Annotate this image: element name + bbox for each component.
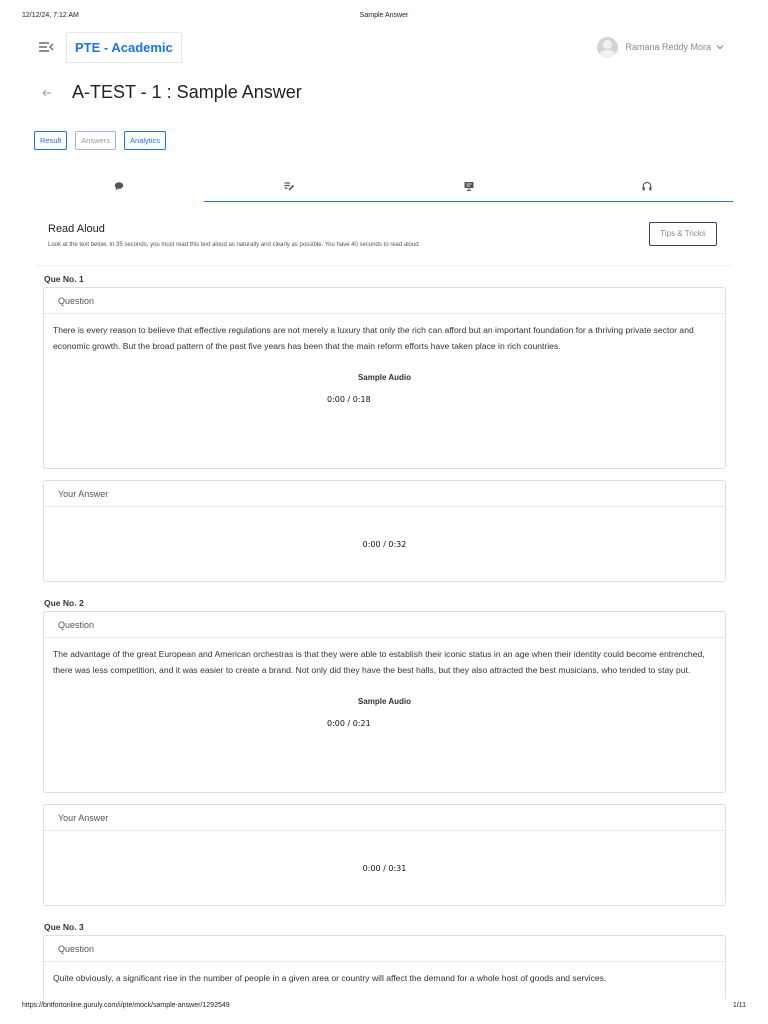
user-name: Ramana Reddy Mora	[625, 42, 711, 52]
speech-bubble-icon	[114, 181, 124, 191]
question-card	[43, 611, 726, 793]
user-menu[interactable]	[597, 36, 724, 58]
top-bar	[0, 30, 768, 64]
sample-audio-label: Sample Audio	[357, 697, 412, 706]
question-header: Question	[44, 612, 725, 638]
section-tabs	[34, 174, 733, 203]
avatar	[597, 37, 618, 58]
back-arrow-icon[interactable]	[42, 88, 52, 98]
print-footer	[22, 1002, 746, 1012]
answer-audio-player[interactable]: 0:00 / 0:32	[362, 540, 407, 549]
question-text: Quite obviously, a significant rise in the number of people in a given area or country will affect the demand for a whole host of goods and services.	[53, 973, 607, 983]
question-text: The advantage of the great European and American orchestras is that they were able to establish their iconic status in an age when their identity could become entrenched, there was less competition, and it was easier to create a brand. Not only did they have the best halls, but they also attracted the best musicians, who tended to stay put.	[53, 649, 705, 675]
answer-card	[43, 480, 726, 582]
sample-audio-player[interactable]: 0:00 / 0:21	[327, 719, 371, 728]
print-page-number: 1/11	[732, 1002, 746, 1009]
tab-listening[interactable]	[562, 174, 732, 203]
answer-audio-player[interactable]: 0:00 / 0:31	[362, 864, 407, 873]
sample-audio-label: Sample Audio	[357, 373, 412, 382]
answer-card	[43, 804, 726, 906]
active-tab-indicator	[204, 201, 733, 202]
question-card	[43, 935, 726, 999]
result-button[interactable]: Result	[34, 131, 67, 150]
edit-list-icon	[284, 181, 294, 191]
sample-audio-player[interactable]: 0:00 / 0:18	[327, 395, 371, 404]
section-description: Look at the text below. In 35 seconds, you must read this text aloud as naturally and clearly as possible. You have 40 seconds to read aloud.	[48, 242, 421, 248]
section-header	[36, 219, 733, 266]
question-number: Que No. 1	[44, 274, 84, 284]
analytics-button[interactable]: Analytics	[124, 131, 166, 150]
question-card	[43, 287, 726, 469]
tab-speaking[interactable]	[34, 174, 204, 203]
tab-writing[interactable]	[204, 174, 374, 203]
section-title: Read Aloud	[48, 223, 105, 235]
question-number: Que No. 3	[44, 922, 84, 932]
question-text: There is every reason to believe that effective regulations are not merely a luxury that only the rich can afford but an important foundation for a thriving private sector and economic growth. But the broad pattern of the past five years has been that the main reform efforts have taken place in rich countries.	[53, 325, 694, 351]
print-date: 12/12/24, 7:12 AM	[22, 12, 79, 19]
brand-logo[interactable]: PTE - Academic	[66, 32, 182, 63]
question-header: Question	[44, 288, 725, 314]
tips-and-tricks-button[interactable]: Tips & Tricks	[649, 222, 717, 246]
headphones-icon	[642, 181, 652, 191]
presentation-icon	[464, 181, 474, 191]
answer-header: Your Answer	[44, 481, 725, 507]
chevron-down-icon	[716, 43, 724, 51]
print-header	[22, 12, 746, 22]
print-url: https://britfortonline.guruly.com/i/pte/mock/sample-answer/1292549	[22, 1002, 230, 1009]
menu-icon[interactable]	[38, 40, 54, 54]
question-number: Que No. 2	[44, 598, 84, 608]
view-tabs	[34, 131, 174, 150]
question-header: Question	[44, 936, 725, 962]
tab-reading[interactable]	[384, 174, 554, 203]
print-title: Sample Answer	[359, 12, 409, 19]
answer-header: Your Answer	[44, 805, 725, 831]
answers-button[interactable]: Answers	[75, 131, 116, 150]
page-title: A-TEST - 1 : Sample Answer	[72, 82, 302, 102]
